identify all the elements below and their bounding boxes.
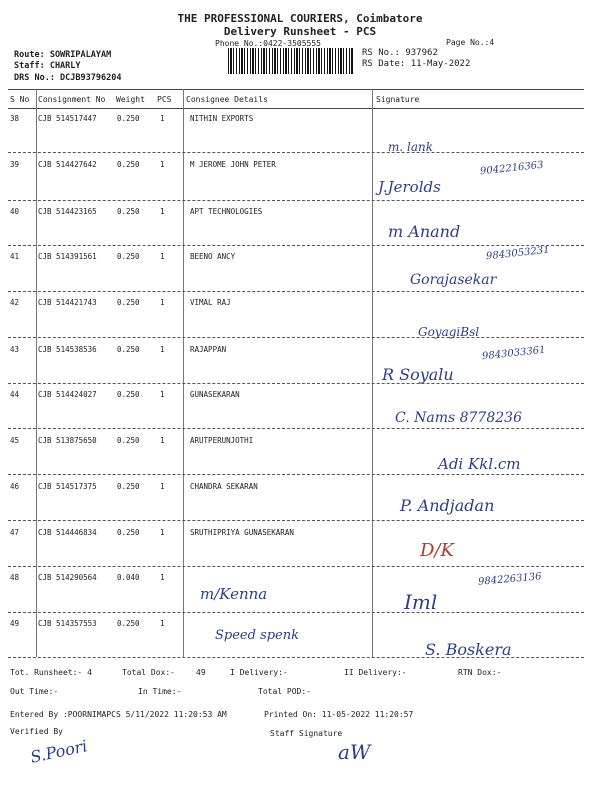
col-signature: Signature — [376, 95, 420, 104]
row-consignment-no: CJB 514421743 — [38, 298, 97, 307]
row-sno: 43 — [10, 345, 20, 354]
barcode — [228, 48, 354, 74]
row-divider — [8, 200, 584, 201]
row-divider — [8, 428, 584, 429]
row-sno: 40 — [10, 207, 20, 216]
handwritten-signature: Speed spenk — [215, 628, 300, 643]
rtn-dox: RTN Dox:- — [458, 668, 502, 677]
row-consignee: APT TECHNOLOGIES — [190, 207, 263, 216]
drs-number: DRS No.: DCJB93796204 — [14, 73, 122, 83]
row-consignee: SRUTHIPRIYA GUNASEKARAN — [190, 528, 294, 537]
row-weight: 0.040 — [117, 573, 140, 582]
row-divider — [8, 383, 584, 384]
row-weight: 0.250 — [117, 528, 140, 537]
row-pcs: 1 — [160, 619, 165, 628]
row-sno: 38 — [10, 114, 20, 123]
handwritten-phone: 9843053231 — [485, 244, 551, 263]
row-consignee: NITHIN EXPORTS — [190, 114, 254, 123]
handwritten-phone: 9843033361 — [481, 344, 547, 363]
row-consignee: RAJAPPAN — [190, 345, 227, 354]
sheet-title: Delivery Runsheet - PCS — [223, 25, 377, 38]
row-consignment-no: CJB 514290564 — [38, 573, 97, 582]
row-divider — [8, 612, 584, 613]
staff-signature-label: Staff Signature — [270, 729, 343, 738]
row-consignment-no: CJB 514391561 — [38, 252, 97, 261]
row-sno: 49 — [10, 619, 20, 628]
row-divider — [8, 245, 584, 246]
ii-delivery: II Delivery:- — [344, 668, 407, 677]
row-consignment-no: CJB 514357553 — [38, 619, 97, 628]
col-sno: S No — [10, 95, 30, 104]
row-consignment-no: CJB 514424027 — [38, 390, 97, 399]
row-consignment-no: CJB 514446834 — [38, 528, 97, 537]
total-runsheet: Tot. Runsheet:- 4 — [10, 668, 92, 677]
row-sno: 47 — [10, 528, 20, 537]
handwritten-mark: D/K — [420, 540, 454, 561]
col-separator — [372, 89, 373, 657]
row-weight: 0.250 — [117, 345, 140, 354]
handwritten-signature: Iml — [404, 590, 438, 614]
row-pcs: 1 — [160, 298, 165, 307]
row-consignee: CHANDRA SEKARAN — [190, 482, 258, 491]
i-delivery: I Delivery:- — [230, 668, 288, 677]
row-weight: 0.250 — [117, 436, 140, 445]
row-divider — [8, 566, 584, 567]
row-divider — [8, 520, 584, 521]
rs-date: RS Date: 11-May-2022 — [362, 59, 471, 69]
rs-number: RS No.: 937962 — [362, 48, 438, 58]
row-sno: 46 — [10, 482, 20, 491]
row-pcs: 1 — [160, 114, 165, 123]
handwritten-signature: C. Nams 8778236 — [395, 410, 522, 426]
handwritten-signature: S. Boskera — [425, 640, 512, 659]
total-dox-label: Total Dox:- — [122, 668, 175, 677]
row-pcs: 1 — [160, 573, 165, 582]
handwritten-signature: P. Andjadan — [400, 496, 495, 515]
total-pod: Total POD:- — [258, 687, 311, 696]
row-consignment-no: CJB 514423165 — [38, 207, 97, 216]
row-weight: 0.250 — [117, 252, 140, 261]
row-consignment-no: CJB 514427642 — [38, 160, 97, 169]
row-consignment-no: CJB 513875650 — [38, 436, 97, 445]
route-label: Route: SOWRIPALAYAM — [14, 50, 112, 60]
row-weight: 0.250 — [117, 482, 140, 491]
row-sno: 48 — [10, 573, 20, 582]
row-weight: 0.250 — [117, 390, 140, 399]
row-sno: 45 — [10, 436, 20, 445]
row-consignee: ARUTPERUNJOTHI — [190, 436, 254, 445]
row-consignee: VIMAL RAJ — [190, 298, 231, 307]
row-sno: 39 — [10, 160, 20, 169]
handwritten-signature: R Soyalu — [382, 365, 454, 384]
row-pcs: 1 — [160, 207, 165, 216]
handwritten-phone: 9042216363 — [479, 159, 545, 178]
row-sno: 44 — [10, 390, 20, 399]
col-consignment: Consignment No — [38, 95, 106, 104]
handwritten-phone: 9842263136 — [477, 571, 542, 588]
row-weight: 0.250 — [117, 207, 140, 216]
out-time: Out Time:- — [10, 687, 59, 696]
row-consignment-no: CJB 514517375 — [38, 482, 97, 491]
row-pcs: 1 — [160, 528, 165, 537]
row-pcs: 1 — [160, 160, 165, 169]
table-header-rule — [8, 108, 584, 109]
staff-signature: aW — [338, 740, 371, 764]
row-consignee: BEENO ANCY — [190, 252, 236, 261]
row-consignment-no: CJB 514517447 — [38, 114, 97, 123]
in-time: In Time:- — [138, 687, 182, 696]
total-dox-value: 49 — [196, 668, 206, 677]
row-sno: 42 — [10, 298, 20, 307]
col-pcs: PCS — [157, 95, 172, 104]
row-consignee: M JEROME JOHN PETER — [190, 160, 276, 169]
row-weight: 0.250 — [117, 114, 140, 123]
col-consignee: Consignee Details — [186, 95, 268, 104]
row-pcs: 1 — [160, 436, 165, 445]
staff-label: Staff: CHARLY — [14, 61, 81, 71]
handwritten-signature: m/Kenna — [200, 585, 268, 603]
col-separator — [36, 89, 37, 657]
row-pcs: 1 — [160, 390, 165, 399]
col-separator — [183, 89, 184, 657]
handwritten-signature: m Anand — [388, 222, 461, 241]
table-top-rule — [8, 89, 584, 90]
row-weight: 0.250 — [117, 619, 140, 628]
handwritten-signature: J.Jerolds — [378, 178, 441, 196]
row-divider — [8, 152, 584, 153]
row-divider — [8, 474, 584, 475]
verified-signature: S.Poori — [28, 736, 89, 767]
row-sno: 41 — [10, 252, 20, 261]
row-pcs: 1 — [160, 482, 165, 491]
row-consignment-no: CJB 514538536 — [38, 345, 97, 354]
row-divider — [8, 291, 584, 292]
verified-by-label: Verified By — [10, 727, 63, 736]
entered-by: Entered By :POORNIMAPCS 5/11/2022 11:20:53 AM — [10, 710, 227, 719]
handwritten-signature: Adi Kkl.cm — [438, 455, 521, 473]
handwritten-signature: GoyagiBsl — [418, 325, 480, 339]
row-consignee: GUNASEKARAN — [190, 390, 240, 399]
handwritten-signature: Gorajasekar — [410, 272, 497, 288]
company-title: THE PROFESSIONAL COURIERS, Coimbatore — [177, 12, 423, 25]
row-divider — [8, 337, 584, 338]
col-weight: Weight — [116, 95, 145, 104]
row-weight: 0.250 — [117, 160, 140, 169]
page-number: Page No.:4 — [446, 38, 495, 47]
printed-on: Printed On: 11-05-2022 11:20:57 — [264, 710, 414, 719]
handwritten-signature: m. lank — [388, 140, 433, 154]
row-pcs: 1 — [160, 345, 165, 354]
row-pcs: 1 — [160, 252, 165, 261]
phone-number: Phone No.:0422-3505555 — [215, 39, 321, 48]
row-weight: 0.250 — [117, 298, 140, 307]
